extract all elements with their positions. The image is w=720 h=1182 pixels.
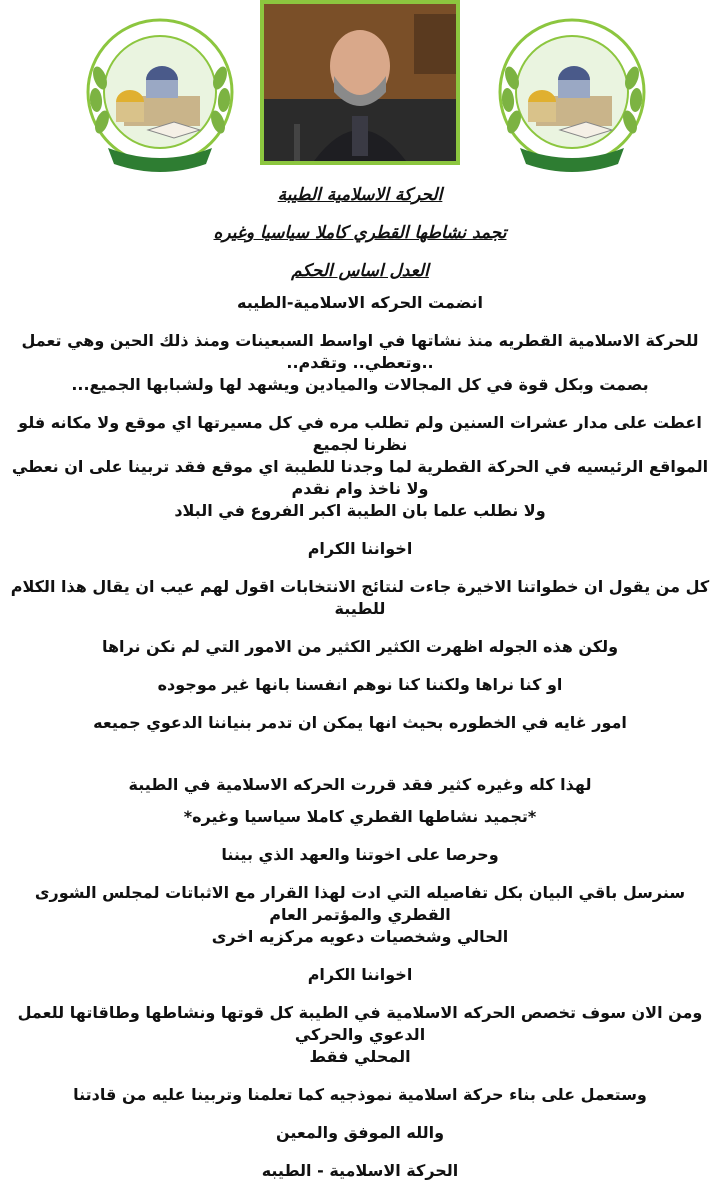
- paragraph-3a: اعطت على مدار عشرات السنين ولم تطلب مره في كل مسيرتها اي موقع ولا مكانه فلو نظرنا لجميع: [18, 413, 702, 454]
- paragraph-9: لهذا كله وغيره كثير فقد قررت الحركه الاسلامية في الطيبة: [128, 775, 592, 794]
- paragraph-12a: سنرسل باقي البيان بكل تفاصيله التي ادت لهذا القرار مع الاثباتات لمجلس الشورى القطري والمؤتمر العام: [34, 883, 686, 924]
- logo-emblem-icon: [78, 18, 242, 182]
- header: [0, 0, 720, 180]
- paragraph-13: اخواننا الكرام: [307, 965, 413, 984]
- person-portrait-icon: [264, 4, 456, 161]
- statement-body: [0, 180, 720, 1182]
- paragraph-12b: الحالي وشخصيات دعويه مركزيه اخرى: [211, 927, 509, 946]
- paragraph-14b: المحلي فقط: [309, 1047, 411, 1066]
- paragraph-6: ولكن هذه الجوله اظهرت الكثير الكثير من الامور التي لم نكن نراها: [101, 637, 619, 656]
- logo-left: [78, 18, 242, 182]
- paragraph-2b: بصمت وبكل قوة في كل المجالات والميادين ويشهد لها ولشبابها الجميع...: [71, 375, 649, 394]
- heading-movement: الحركة الاسلامية الطيبة: [277, 185, 443, 205]
- paragraph-10: *تجميد نشاطها القطري كاملا سياسيا وغيره*: [183, 807, 537, 826]
- paragraph-14a: ومن الان سوف تخصص الحركه الاسلامية في الطيبة كل قوتها ونشاطها وطاقاتها للعمل الدعوي والحركي: [17, 1003, 703, 1044]
- paragraph-5: كل من يقول ان خطواتنا الاخيرة جاءت لنتائج الانتخابات اقول لهم عيب ان يقال هذا الكلام للطيبة: [10, 577, 710, 618]
- portrait-photo: [260, 0, 460, 165]
- heading-motto: العدل اساس الحكم: [291, 261, 429, 281]
- paragraph-4: اخواننا الكرام: [307, 539, 413, 558]
- logo-right: [490, 18, 654, 182]
- paragraph-1: انضمت الحركه الاسلامية-الطيبه: [237, 293, 483, 312]
- logo-emblem-icon: [490, 18, 654, 182]
- paragraph-15: وستعمل على بناء حركة اسلامية نموذجيه كما تعلمنا وتربينا عليه من قادتنا: [73, 1085, 647, 1104]
- paragraph-3b: المواقع الرئيسيه في الحركة القطرية لما وجدنا للطيبة اي موقع فقد تربينا على ان نعطي ولا ناخذ وام نقدم: [11, 457, 709, 498]
- paragraph-11: وحرصا على اخوتنا والعهد الذي بيننا: [221, 845, 499, 864]
- paragraph-8: امور غايه في الخطوره بحيث انها يمكن ان تدمر بنياننا الدعوي جميعه: [93, 713, 627, 732]
- signature: الحركة الاسلامية - الطيبه: [261, 1161, 459, 1180]
- paragraph-2a: للحركة الاسلامية القطريه منذ نشاتها في اواسط السبعينات ومنذ ذلك الحين وهي تعمل ..وتعطي.. وتقدم..: [21, 331, 699, 372]
- paragraph-16: والله الموفق والمعين: [275, 1123, 445, 1142]
- paragraph-3c: ولا نطلب علما بان الطيبة اكبر الفروع في البلاد: [174, 501, 546, 520]
- paragraph-7: او كنا نراها ولكننا كنا نوهم انفسنا بانها غير موجوده: [157, 675, 563, 694]
- heading-announcement: تجمد نشاطها القطري كاملا سياسيا وغيره: [213, 223, 507, 243]
